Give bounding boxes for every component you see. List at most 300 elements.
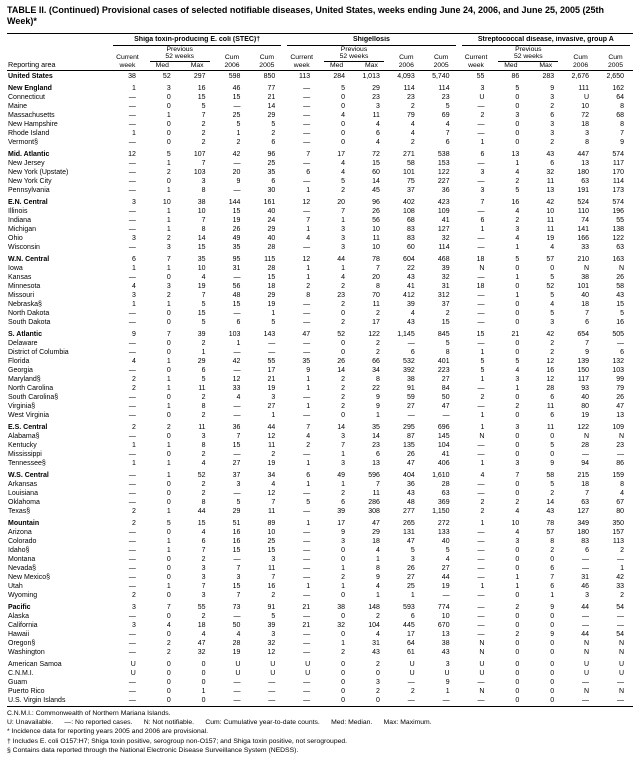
value-cell: 6 — [410, 348, 415, 356]
value-cell: 122 — [612, 234, 624, 242]
value-cell: — — [268, 348, 276, 356]
value-cell: 96 — [372, 198, 380, 206]
value-cell: 47 — [302, 330, 311, 338]
value-cell: 55 — [197, 603, 206, 611]
value-cell: 5 — [620, 309, 624, 317]
table-row — [7, 648, 633, 657]
value-cell: 0 — [201, 669, 206, 677]
value-cell: 44 — [581, 603, 590, 611]
value-cell: 0 — [166, 489, 171, 497]
value-cell: — — [233, 348, 241, 356]
value-cell: 8 — [550, 537, 555, 545]
value-cell: — — [268, 678, 276, 686]
value-cell: — — [128, 309, 136, 317]
value-cell: 2 — [341, 375, 346, 383]
footnote-asterisk: * Incidence data for reporting years 2005 and 2006 are provisional. — [7, 728, 209, 736]
table-row — [7, 243, 633, 252]
value-cell: 135 — [403, 441, 415, 449]
value-cell: 0 — [166, 120, 171, 128]
value-cell: 0 — [515, 441, 520, 449]
value-cell: 0 — [515, 669, 520, 677]
value-cell: 2 — [341, 573, 346, 581]
value-cell: — — [563, 696, 598, 707]
value-cell: 2 — [341, 300, 346, 308]
reporting-area-cell: Guam — [8, 678, 28, 686]
value-cell: 4 — [515, 507, 520, 515]
value-cell: 28 — [581, 441, 590, 449]
cum-2005-header: Cum 2005 — [607, 54, 624, 70]
value-cell: — — [128, 102, 136, 110]
value-cell: 31 — [372, 639, 380, 647]
value-cell: — — [477, 441, 485, 449]
value-cell: 0 — [341, 138, 346, 146]
value-cell: 0 — [166, 348, 171, 356]
value-cell: 115 — [264, 255, 276, 263]
value-cell: 43 — [546, 507, 555, 515]
value-cell: — — [477, 528, 485, 536]
value-cell: 0 — [341, 339, 346, 347]
value-cell: 0 — [515, 489, 520, 497]
value-cell: 596 — [368, 471, 380, 479]
value-cell: 4 — [515, 528, 520, 536]
previous-52-weeks-header: Previous 52 weeks — [319, 46, 389, 63]
value-cell: 1 — [131, 459, 136, 467]
value-cell: 45 — [372, 186, 380, 194]
value-cell: 25 — [406, 582, 415, 590]
value-cell: 1 — [131, 84, 136, 92]
value-cell: — — [477, 603, 485, 611]
value-cell: 96 — [267, 150, 276, 158]
value-cell: 7 — [445, 129, 450, 137]
value-cell: 15 — [441, 318, 450, 326]
value-cell: 447 — [577, 150, 590, 158]
value-cell: — — [215, 696, 250, 707]
value-cell: 2 — [131, 591, 136, 599]
value-cell: 0 — [166, 102, 171, 110]
value-cell: 15 — [232, 300, 241, 308]
value-cell: 4 — [341, 111, 346, 119]
reporting-area-cell: Hawaii — [8, 630, 30, 638]
value-cell: 6 — [620, 348, 624, 356]
value-cell: 57 — [546, 528, 555, 536]
value-cell: 113 — [612, 537, 624, 545]
value-cell: 5 — [236, 498, 241, 506]
value-cell: 532 — [403, 357, 415, 365]
value-cell: 111 — [578, 84, 590, 92]
value-cell: — — [477, 309, 485, 317]
value-cell: 5 — [271, 612, 276, 620]
value-cell: 39 — [406, 300, 415, 308]
value-cell: 5 — [445, 339, 450, 347]
value-cell: 30 — [267, 186, 276, 194]
value-cell: 70 — [372, 291, 380, 299]
value-cell: 4 — [131, 357, 136, 365]
value-cell: 5 — [201, 102, 206, 110]
value-cell: N — [479, 687, 485, 695]
value-cell: 3 — [550, 129, 555, 137]
value-cell: 1 — [166, 582, 171, 590]
value-cell: — — [303, 678, 311, 686]
value-cell: 46 — [581, 582, 590, 590]
value-cell: 55 — [459, 70, 494, 81]
value-cell: 6 — [271, 138, 276, 146]
value-cell: 0 — [493, 696, 528, 707]
value-cell: 670 — [437, 621, 450, 629]
value-cell: 3 — [131, 621, 136, 629]
value-cell: 13 — [372, 459, 380, 467]
value-cell: 5 — [550, 309, 555, 317]
group-header-shigellosis: Shigellosis — [284, 33, 458, 46]
reporting-area-cell: Indiana — [8, 216, 31, 224]
value-cell: 28 — [267, 264, 276, 272]
table-row — [7, 420, 633, 432]
value-cell: 0 — [341, 546, 346, 554]
value-cell: 2 — [271, 129, 276, 137]
value-cell: 1 — [306, 384, 311, 392]
value-cell: 19 — [197, 282, 206, 290]
value-cell: 74 — [581, 216, 590, 224]
value-cell: 2 — [131, 384, 136, 392]
value-cell: 2 — [515, 603, 520, 611]
value-cell: 1 — [166, 441, 171, 449]
value-cell: 29 — [372, 528, 380, 536]
value-cell: 18 — [581, 480, 590, 488]
value-cell: 10 — [546, 207, 555, 215]
value-cell: — — [128, 177, 136, 185]
value-cell: 4 — [236, 630, 241, 638]
value-cell: 6 — [550, 582, 555, 590]
reporting-area-cell: South Dakota — [8, 318, 51, 326]
value-cell: 113 — [284, 70, 319, 81]
value-cell: 0 — [515, 546, 520, 554]
value-cell: — — [477, 480, 485, 488]
value-cell: — — [128, 225, 136, 233]
table-row — [7, 177, 633, 186]
value-cell: 101 — [577, 282, 590, 290]
table-row — [7, 70, 633, 81]
value-cell: — — [128, 528, 136, 536]
value-cell: 75 — [406, 177, 415, 185]
value-cell: 18 — [197, 621, 206, 629]
value-cell: — — [617, 339, 624, 347]
reporting-area-cell: E.N. Central — [8, 198, 48, 206]
value-cell: — — [303, 546, 311, 554]
value-cell: 4 — [201, 459, 206, 467]
value-cell: 86 — [493, 70, 528, 81]
value-cell: 0 — [515, 612, 520, 620]
value-cell: 153 — [437, 159, 450, 167]
value-cell: — — [128, 678, 136, 686]
table-row — [7, 264, 633, 273]
value-cell: 6 — [550, 111, 555, 119]
value-cell: 48 — [406, 498, 415, 506]
table-row — [7, 282, 633, 291]
value-cell: N — [479, 264, 485, 272]
value-cell: — — [303, 555, 311, 563]
value-cell: 774 — [437, 603, 450, 611]
value-cell: — — [303, 528, 311, 536]
reporting-area-cell: Utah — [8, 582, 23, 590]
value-cell: 3 — [131, 234, 136, 242]
value-cell: 4 — [620, 489, 624, 497]
reporting-area-cell: U.S. Virgin Islands — [7, 696, 110, 707]
value-cell: — — [303, 84, 311, 92]
value-cell: — — [477, 402, 485, 410]
value-cell: 58 — [406, 159, 415, 167]
value-cell: 0 — [166, 432, 171, 440]
value-cell: 32 — [337, 621, 346, 629]
value-cell: 42 — [616, 573, 624, 581]
cum-2005-header: Cum 2005 — [259, 54, 275, 70]
value-cell: — — [303, 687, 311, 695]
value-cell: 117 — [577, 375, 590, 383]
value-cell: 2 — [131, 507, 136, 515]
table-row — [7, 300, 633, 309]
value-cell: — — [303, 591, 311, 599]
value-cell: 2 — [550, 489, 555, 497]
value-cell: 284 — [319, 70, 354, 81]
table-row — [7, 225, 633, 234]
value-cell: 7 — [166, 330, 171, 338]
value-cell: 5 — [550, 291, 555, 299]
reporting-area-cell: W.S. Central — [8, 471, 49, 479]
value-cell: 3 — [341, 225, 346, 233]
value-cell: 63 — [581, 177, 590, 185]
value-cell: 166 — [577, 234, 590, 242]
value-cell: 850 — [249, 70, 284, 81]
reporting-area-cell: Tennessee§ — [8, 459, 46, 467]
value-cell: 8 — [306, 291, 311, 299]
reporting-area-cell: W.N. Central — [8, 255, 50, 263]
value-cell: 0 — [550, 555, 555, 563]
reporting-area-cell: Missouri — [8, 291, 35, 299]
value-cell: 180 — [577, 528, 590, 536]
value-cell: 20 — [372, 273, 380, 281]
value-cell: 4 — [341, 159, 346, 167]
value-cell: — — [303, 111, 311, 119]
value-cell: 0 — [341, 120, 346, 128]
value-cell: 2 — [375, 348, 380, 356]
value-cell: 4 — [550, 300, 555, 308]
value-cell: 43 — [406, 318, 415, 326]
value-cell: 0 — [515, 300, 520, 308]
table-row — [7, 339, 633, 348]
value-cell: N — [583, 648, 590, 656]
value-cell: 8 — [375, 282, 380, 290]
reporting-area-cell: Arizona — [8, 528, 32, 536]
value-cell: 2 — [201, 129, 206, 137]
value-cell: 37 — [406, 186, 415, 194]
value-cell: 7 — [201, 546, 206, 554]
value-cell: 173 — [612, 186, 624, 194]
value-cell: 9 — [550, 84, 555, 92]
reporting-area-cell: American Samoa — [8, 660, 62, 668]
value-cell: 4 — [166, 621, 171, 629]
value-cell: 108 — [403, 207, 415, 215]
value-cell: — — [128, 630, 136, 638]
value-cell: 3 — [480, 186, 485, 194]
value-cell: 122 — [368, 330, 380, 338]
value-cell: — — [477, 234, 485, 242]
value-cell: 0 — [166, 630, 171, 638]
value-cell: N — [479, 432, 485, 440]
value-cell: 72 — [372, 150, 380, 158]
value-cell: — — [303, 639, 311, 647]
value-cell: — — [582, 621, 590, 629]
value-cell: 21 — [302, 621, 311, 629]
value-cell: — — [407, 678, 415, 686]
value-cell: 29 — [267, 111, 276, 119]
value-cell: 20 — [232, 168, 241, 176]
value-cell: 3 — [445, 660, 450, 668]
value-cell: 7 — [271, 573, 276, 581]
value-cell: 58 — [546, 471, 555, 479]
value-cell: 5 — [341, 177, 346, 185]
value-cell: 3 — [585, 129, 590, 137]
value-cell: — — [303, 177, 311, 185]
value-cell: 11 — [268, 441, 276, 449]
value-cell: 15 — [476, 330, 485, 338]
value-cell: — — [128, 471, 136, 479]
value-cell: 127 — [437, 225, 450, 233]
value-cell: 2 — [201, 612, 206, 620]
reporting-area-cell: E.S. Central — [8, 423, 48, 431]
value-cell: 38 — [337, 603, 346, 611]
value-cell: 3 — [515, 111, 520, 119]
value-cell: 2 — [131, 375, 136, 383]
value-cell: 0 — [515, 282, 520, 290]
value-cell: 3 — [550, 318, 555, 326]
value-cell: — — [128, 489, 136, 497]
value-cell: — — [303, 564, 311, 572]
value-cell: 0 — [528, 696, 563, 707]
table-row — [7, 441, 633, 450]
reporting-area-cell: Nevada§ — [8, 564, 37, 572]
value-cell: 0 — [341, 630, 346, 638]
value-cell: 8 — [201, 186, 206, 194]
value-cell: 18 — [267, 282, 276, 290]
value-cell: 0 — [166, 177, 171, 185]
value-cell: — — [303, 300, 311, 308]
reporting-area-cell: New Mexico§ — [8, 573, 51, 581]
value-cell: 0 — [550, 639, 555, 647]
value-cell: 0 — [166, 138, 171, 146]
value-cell: 1 — [341, 450, 346, 458]
value-cell: 3 — [201, 177, 206, 185]
value-cell: 5 — [341, 84, 346, 92]
table-row — [7, 555, 633, 564]
value-cell: 35 — [232, 243, 241, 251]
value-cell: 8 — [375, 564, 380, 572]
value-cell: 2 — [271, 591, 276, 599]
value-cell: 36 — [406, 480, 415, 488]
value-cell: 131 — [403, 528, 415, 536]
value-cell: 138 — [612, 225, 624, 233]
value-cell: 2 — [131, 519, 136, 527]
value-cell: 2 — [375, 339, 380, 347]
value-cell: — — [249, 696, 284, 707]
value-cell: 52 — [546, 282, 555, 290]
value-cell: — — [128, 366, 136, 374]
value-cell: — — [233, 678, 241, 686]
table-header — [7, 33, 633, 70]
value-cell: 17 — [372, 318, 380, 326]
value-cell: 14 — [372, 432, 380, 440]
reporting-area-cell: United States — [7, 70, 110, 81]
table-row — [7, 630, 633, 639]
value-cell: 145 — [437, 432, 450, 440]
value-cell: 1 — [166, 357, 171, 365]
value-cell: 5 — [201, 300, 206, 308]
value-cell: 1 — [306, 582, 311, 590]
reporting-area-cell: California — [8, 621, 38, 629]
table-row — [7, 573, 633, 582]
value-cell: — — [128, 555, 136, 563]
value-cell: 1 — [166, 546, 171, 554]
value-cell: 23 — [616, 441, 624, 449]
value-cell: 41 — [441, 216, 450, 224]
value-cell: 9 — [306, 366, 311, 374]
value-cell: 22 — [406, 264, 415, 272]
value-cell: 101 — [403, 168, 415, 176]
value-cell: 5 — [480, 366, 485, 374]
value-cell: 445 — [403, 621, 415, 629]
value-cell: 16 — [197, 84, 206, 92]
value-cell: 44 — [337, 255, 346, 263]
table-row — [7, 138, 633, 147]
value-cell: 308 — [368, 507, 380, 515]
value-cell: 5 — [166, 150, 171, 158]
value-cell: 215 — [577, 471, 590, 479]
value-cell: 1 — [306, 273, 311, 281]
value-cell: 5 — [515, 357, 520, 365]
value-cell: 25 — [267, 159, 276, 167]
table-row — [7, 375, 633, 384]
reporting-area-cell: New York City — [8, 177, 52, 185]
value-cell: 14 — [372, 177, 380, 185]
current-week-header: Current week — [290, 54, 314, 70]
value-cell: 28 — [546, 384, 555, 392]
value-cell: 5 — [271, 318, 276, 326]
value-cell: 0 — [515, 309, 520, 317]
value-cell: 11 — [198, 423, 206, 431]
value-cell: — — [233, 555, 241, 563]
value-cell: 3 — [341, 537, 346, 545]
value-cell: 0 — [515, 648, 520, 656]
value-cell: 9 — [375, 393, 380, 401]
value-cell: 13 — [581, 159, 590, 167]
value-cell: 4 — [375, 546, 380, 554]
value-cell: — — [442, 411, 450, 419]
value-cell: 574 — [612, 150, 624, 158]
value-cell: 104 — [368, 621, 380, 629]
value-cell: 4 — [515, 207, 520, 215]
value-cell: 0 — [341, 93, 346, 101]
value-cell: 15 — [372, 159, 380, 167]
value-cell: 0 — [341, 102, 346, 110]
value-cell: — — [303, 207, 311, 215]
cum-2005-header: Cum 2005 — [433, 54, 449, 70]
value-cell: 10 — [197, 264, 206, 272]
value-cell: 3 — [515, 225, 520, 233]
value-cell: 26 — [616, 393, 624, 401]
value-cell: 35 — [197, 255, 206, 263]
value-cell: 3 — [166, 282, 171, 290]
value-cell: 11 — [372, 111, 380, 119]
value-cell: 2 — [620, 591, 624, 599]
value-cell: 31 — [232, 264, 241, 272]
value-cell: 26 — [406, 564, 415, 572]
